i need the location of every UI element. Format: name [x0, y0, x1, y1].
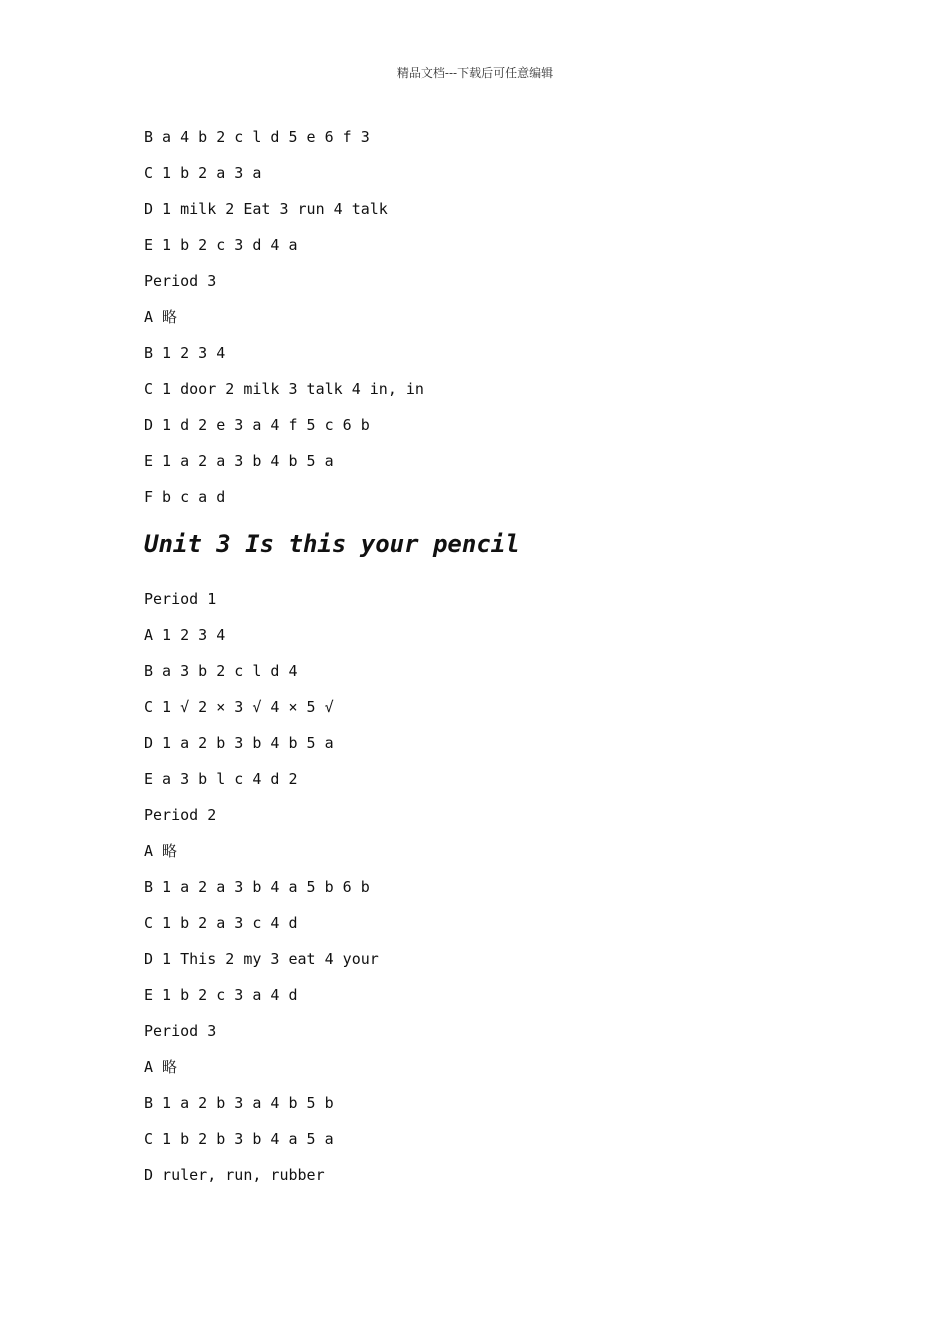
- answer-line: F b c a d: [144, 488, 226, 506]
- answer-line: B 1 2 3 4: [144, 344, 226, 362]
- answer-line: E 1 b 2 c 3 a 4 d: [144, 986, 298, 1004]
- answer-line: B 1 a 2 a 3 b 4 a 5 b 6 b: [144, 878, 370, 896]
- answer-line: C 1 b 2 a 3 a: [144, 164, 262, 182]
- answer-line: B a 4 b 2 c l d 5 e 6 f 3: [144, 128, 370, 146]
- answer-line: A 略: [144, 1058, 178, 1076]
- answer-line: E 1 b 2 c 3 d 4 a: [144, 236, 298, 254]
- answer-line: D 1 d 2 e 3 a 4 f 5 c 6 b: [144, 416, 370, 434]
- answer-line: D 1 a 2 b 3 b 4 b 5 a: [144, 734, 334, 752]
- period-label: Period 1: [144, 590, 217, 608]
- answer-line: B 1 a 2 b 3 a 4 b 5 b: [144, 1094, 334, 1112]
- period-label: Period 3: [144, 1022, 217, 1040]
- answer-line: C 1 √ 2 × 3 √ 4 × 5 √: [144, 698, 334, 716]
- answer-line: E a 3 b l c 4 d 2: [144, 770, 298, 788]
- answer-line: E 1 a 2 a 3 b 4 b 5 a: [144, 452, 334, 470]
- answer-line: D ruler, run, rubber: [144, 1166, 325, 1184]
- answer-line: C 1 door 2 milk 3 talk 4 in, in: [144, 380, 424, 398]
- period-label: Period 2: [144, 806, 217, 824]
- answer-line: B a 3 b 2 c l d 4: [144, 662, 298, 680]
- answer-line: A 略: [144, 308, 178, 326]
- answer-line: C 1 b 2 b 3 b 4 a 5 a: [144, 1130, 334, 1148]
- answer-line: A 1 2 3 4: [144, 626, 226, 644]
- answer-line: C 1 b 2 a 3 c 4 d: [144, 914, 298, 932]
- answer-line: D 1 This 2 my 3 eat 4 your: [144, 950, 379, 968]
- answer-line: D 1 milk 2 Eat 3 run 4 talk: [144, 200, 388, 218]
- period-label: Period 3: [144, 272, 217, 290]
- unit-heading: Unit 3 Is this your pencil: [144, 530, 520, 558]
- page-header: 精品文档---下载后可任意编辑: [396, 66, 554, 80]
- answer-line: A 略: [144, 842, 178, 860]
